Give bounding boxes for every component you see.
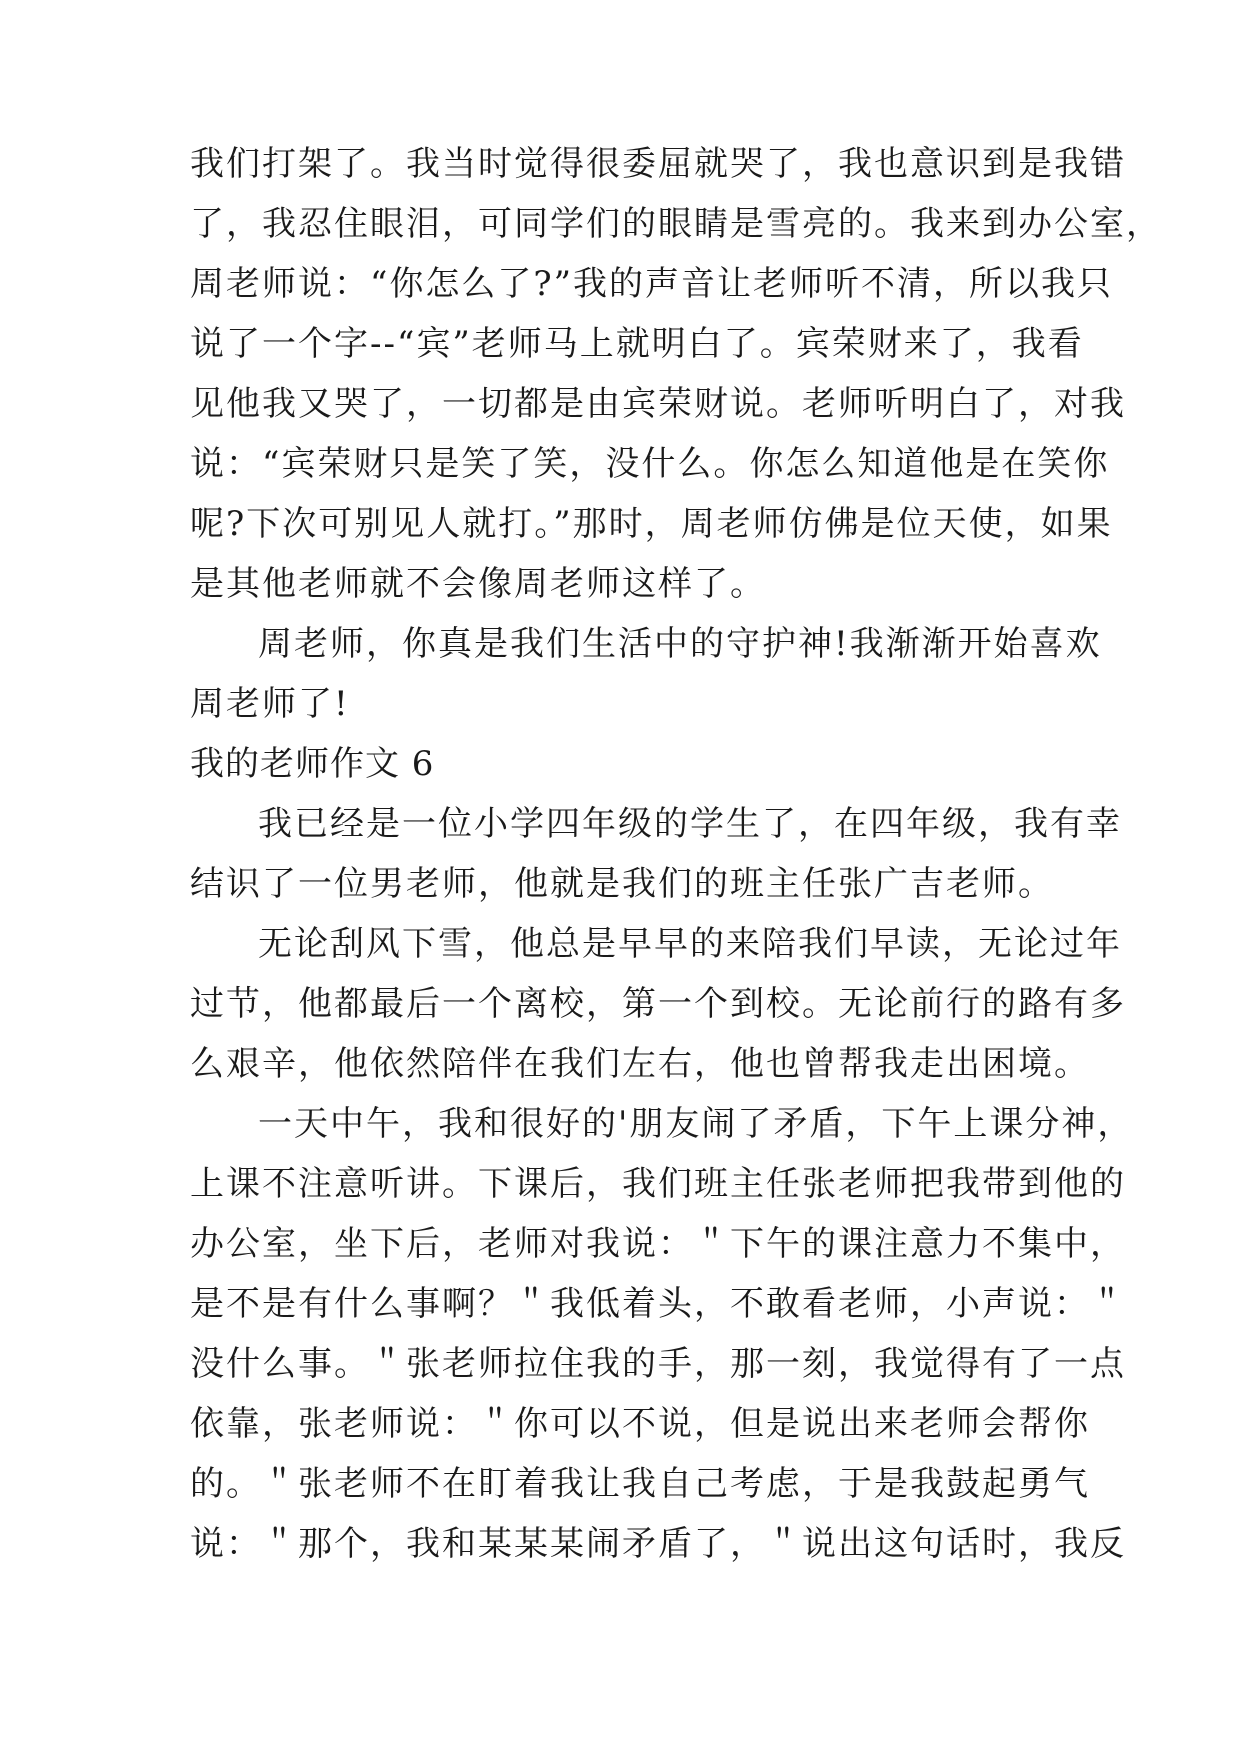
text-line: 一天中午，我和很好的'朋友闹了矛盾，下午上课分神， <box>258 1104 1134 1144</box>
text-line: 办公室，坐下后，老师对我说：＂下午的课注意力不集中， <box>190 1224 1126 1264</box>
text-line: 没什么事。＂张老师拉住我的手，那一刻，我觉得有了一点 <box>190 1344 1126 1384</box>
document-body <box>190 134 1162 1574</box>
text-line: 是其他老师就不会像周老师这样了。 <box>190 564 766 604</box>
text-line: 呢?下次可别见人就打。”那时，周老师仿佛是位天使，如果 <box>190 504 1113 544</box>
text-line: 过节，他都最后一个离校，第一个到校。无论前行的路有多 <box>190 984 1126 1024</box>
section-heading: 我的老师作文 6 <box>190 744 435 784</box>
text-line: 见他我又哭了，一切都是由宾荣财说。老师听明白了，对我 <box>190 384 1126 424</box>
text-line: 说：“宾荣财只是笑了笑，没什么。你怎么知道他是在笑你 <box>190 444 1110 484</box>
text-line: 么艰辛，他依然陪伴在我们左右，他也曾帮我走出困境。 <box>190 1044 1090 1084</box>
text-line: 说了一个字--“宾”老师马上就明白了。宾荣财来了，我看 <box>190 324 1084 364</box>
text-line: 周老师说：“你怎么了?”我的声音让老师听不清，所以我只 <box>190 264 1113 304</box>
text-line: 依靠，张老师说：＂你可以不说，但是说出来老师会帮你 <box>190 1404 1090 1444</box>
text-line: 上课不注意听讲。下课后，我们班主任张老师把我带到他的 <box>190 1164 1126 1204</box>
text-line: 结识了一位男老师，他就是我们的班主任张广吉老师。 <box>190 864 1054 904</box>
text-line: 说：＂那个，我和某某某闹矛盾了，＂说出这句话时，我反 <box>190 1524 1126 1564</box>
text-line: 我已经是一位小学四年级的学生了，在四年级，我有幸 <box>258 804 1122 844</box>
text-line: 周老师，你真是我们生活中的守护神!我渐渐开始喜欢 <box>258 624 1102 664</box>
text-line: 是不是有什么事啊？＂我低着头，不敢看老师，小声说：＂ <box>190 1284 1126 1324</box>
text-line: 的。＂张老师不在盯着我让我自己考虑，于是我鼓起勇气 <box>190 1464 1090 1504</box>
text-line: 周老师了! <box>190 684 350 724</box>
text-line: 无论刮风下雪，他总是早早的来陪我们早读，无论过年 <box>258 924 1122 964</box>
text-line: 了，我忍住眼泪，可同学们的眼睛是雪亮的。我来到办公室， <box>190 204 1162 244</box>
text-line: 我们打架了。我当时觉得很委屈就哭了，我也意识到是我错 <box>190 144 1126 184</box>
